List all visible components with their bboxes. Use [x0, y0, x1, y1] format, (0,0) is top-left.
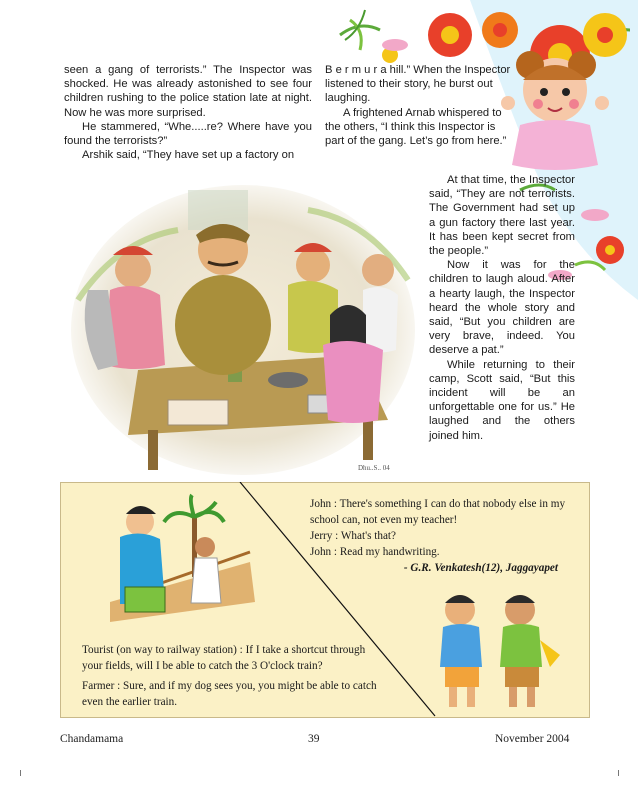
story-column-right-top	[325, 63, 515, 148]
story-paragraph: B e r m u r a hill.” When the Inspector listened to their story, he burst out laughing.	[325, 64, 511, 105]
child-figure	[362, 254, 398, 353]
joke-shortcut	[82, 642, 382, 710]
farmer-figure	[191, 537, 221, 603]
joke-credit: - G.R. Venkatesh(12), Jaggayapet	[403, 562, 558, 574]
boy-figure	[440, 595, 482, 707]
story-paragraph: While returning to their camp, Scott said, “But this incident will be an unforgettable one for us.” He laughed and the others joined him.	[429, 358, 575, 442]
crop-mark	[20, 770, 21, 776]
joke-line: John : There's something I can do that nobody else in my school can, not even my teacher!	[310, 498, 566, 526]
boy-figure	[500, 595, 560, 707]
two-boys-cartoon	[415, 585, 575, 713]
joke-line: John : Read my handwriting.	[310, 546, 440, 558]
crop-mark	[618, 770, 619, 776]
story-paragraph: seen a gang of terrorists.” The Inspector was shocked. He was already astonished to see four children rushing to the police station late at night. Now he was more surprised.	[64, 64, 312, 119]
story-paragraph: He stammered, “Whe.....re? Where have you found the terrorists?”	[64, 120, 312, 148]
joke-line: Jerry : What's that?	[310, 530, 396, 542]
footer-page-number: 39	[308, 733, 320, 745]
story-column-right-bottom	[429, 173, 575, 443]
joke-line: Farmer : Sure, and if my dog sees you, you might be able to catch even the earlier train.	[82, 680, 377, 708]
story-paragraph: At that time, the Inspector said, “They are not terrorists. The Government had set up a gun factory there last year. It has been kept secret from the people.”	[429, 174, 575, 258]
artist-signature: Dhu..S.. 04	[358, 464, 390, 472]
story-paragraph: Arshik said, “They have set up a factory on	[82, 149, 295, 162]
story-illustration	[68, 180, 423, 480]
story-column-left	[64, 63, 312, 162]
footer-date: November 2004	[495, 733, 570, 745]
tourist-farmer-cartoon	[90, 492, 260, 627]
joke-line: Tourist (on way to railway station) : If I take a shortcut through your fields, will I be able to catch the 3 O'clock train?	[82, 644, 366, 672]
story-paragraph: Now it was for the children to laugh aloud. After a hearty laugh, the Inspector heard the whole story and said, “But you children are very brave, indeed. You deserve a pat.”	[429, 259, 575, 357]
story-paragraph: A frightened Arnab whispered to the others, “I think this Inspector is part of the gang. Let’s go from here.”	[325, 106, 507, 148]
joke-handwriting	[310, 496, 580, 576]
footer-magazine: Chandamama	[60, 733, 124, 745]
tourist-figure	[120, 506, 165, 612]
